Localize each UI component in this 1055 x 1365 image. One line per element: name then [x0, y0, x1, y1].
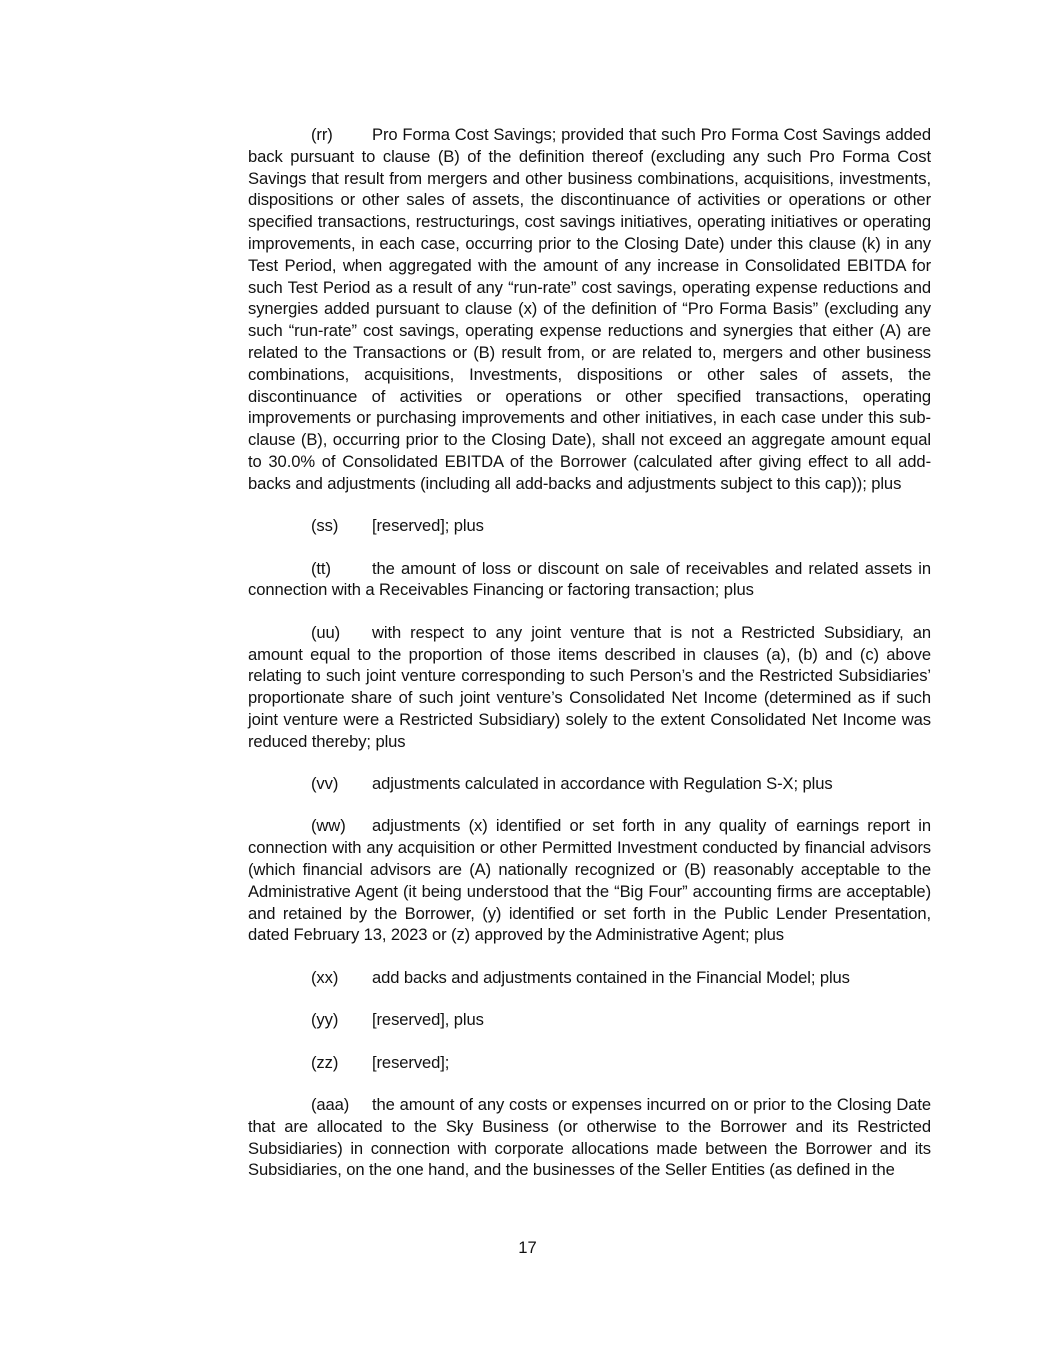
clause-rr — [248, 124, 931, 495]
clause-tt — [248, 558, 931, 602]
clause-aaa — [248, 1094, 931, 1181]
clause-ss — [248, 515, 931, 537]
clause-number: (vv) — [311, 774, 339, 794]
clause-text: the amount of any costs or expenses incurred on or prior to the Closing Date that are allocated to the Sky Business (or otherwise to the Borrower and its Restricted Subsidiaries) in connection with corporate allocations made between the Borrower and its Subsidiaries, on the one hand, and the businesses of the Seller Entities (as defined in the — [248, 1095, 931, 1180]
clause-text: [reserved]; — [372, 1052, 450, 1072]
clause-yy — [248, 1009, 931, 1031]
clause-text: with respect to any joint venture that is not a Restricted Subsidiary, an amount equal to the proportion of those items described in clauses (a), (b) and (c) above relating to such joint venture corresponding to such Person’s and the Restricted Subsidiaries’ proportionate share of such joint venture’s Consolidated Net Income (determined as if such joint venture were a Restricted Subsidiary) solely to the extent Consolidated Net Income was reduced thereby; plus — [248, 622, 931, 751]
clause-number: (ww) — [311, 816, 346, 836]
clause-number: (ss) — [311, 516, 339, 536]
clause-number: (xx) — [311, 967, 339, 987]
clause-text: [reserved]; plus — [372, 516, 484, 536]
clause-uu — [248, 622, 931, 753]
clause-text: Pro Forma Cost Savings; provided that such Pro Forma Cost Savings added back pursuant to clause (B) of the definition thereof (excluding any such Pro Forma Cost Savings that result from mergers and other business combinations, acquisitions, investments, dispositions or other sales of assets, the discontinuance of activities or operations or other specified transactions, restructurings, cost savings initiatives, operating initiatives or operating improvements, in each case, occurring prior to the Closing Date) under this clause (k) in any Test Period, when aggregated with the amount of any increase in Consolidated EBITDA for such Test Period as a result of any “run-rate” cost savings, operating expense reductions and synergies added pursuant to clause (x) of the definition of “Pro Forma Basis” (excluding any such “run-rate” cost savings, operating expense reductions and synergies that either (A) are related to the Transactions or (B) result from, or are related to, mergers and other business combinations, acquisitions, Investments, dispositions or other sales of assets, the discontinuance of activities or operations or other specified transactions, operating improvements or purchasing improvements and other initiatives, in each case under this sub-clause (B), occurring prior to the Closing Date), shall not exceed an aggregate amount equal to 30.0% of Consolidated EBITDA of the Borrower (calculated after giving effect to all add-backs and adjustments (including all add-backs and adjustments subject to this cap)); plus — [248, 125, 931, 493]
clause-text: adjustments calculated in accordance with Regulation S-X; plus — [372, 774, 833, 794]
clause-number: (uu) — [311, 622, 341, 642]
clause-number: (yy) — [311, 1010, 339, 1030]
clause-vv — [248, 773, 931, 795]
clause-number: (zz) — [311, 1052, 339, 1072]
clause-xx — [248, 967, 931, 989]
clause-text: the amount of loss or discount on sale of receivables and related assets in connection with a Receivables Financing or factoring transaction; plus — [248, 558, 931, 600]
clause-number: (aaa) — [311, 1095, 350, 1115]
clause-ww — [248, 815, 931, 946]
document-body — [248, 124, 931, 1202]
clause-number: (rr) — [311, 125, 333, 144]
clause-text: add backs and adjustments contained in the Financial Model; plus — [372, 967, 850, 987]
clause-text: [reserved], plus — [372, 1010, 484, 1030]
clause-number: (tt) — [311, 558, 331, 578]
page-number: 17 — [518, 1238, 537, 1257]
clause-text: adjustments (x) identified or set forth in any quality of earnings report in connection with any acquisition or other Permitted Investment conducted by financial advisors (which financial advisors are (A) nationally recognized or (B) reasonably acceptable to the Administrative Agent (it being understood that the “Big Four” accounting firms are acceptable) and retained by the Borrower, (y) identified or set forth in the Public Lender Presentation, dated February 13, 2023 or (z) approved by the Administrative Agent; plus — [248, 816, 931, 945]
clause-zz — [248, 1052, 931, 1074]
